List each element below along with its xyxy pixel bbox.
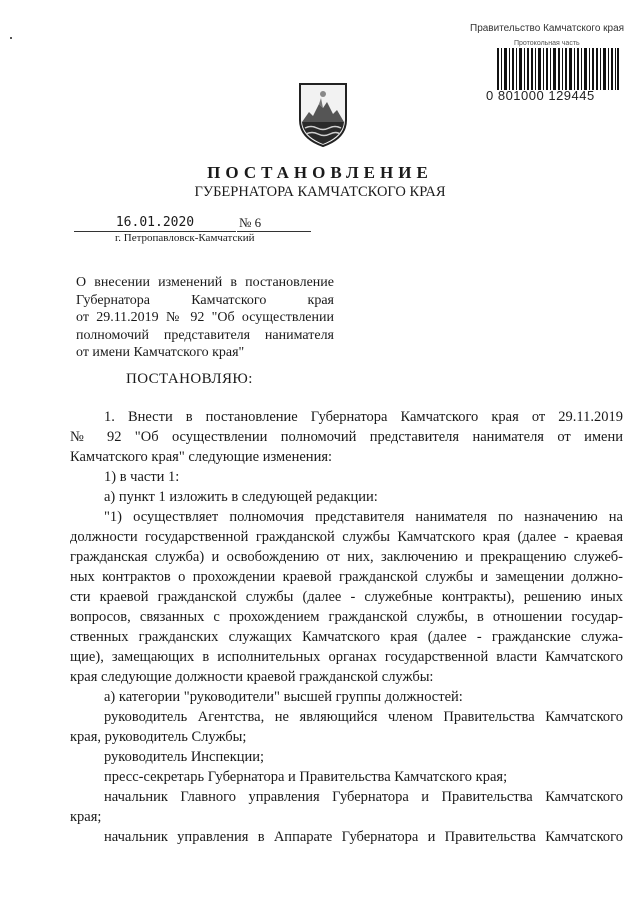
subject-line: полномочий представителя нанимателя <box>76 327 334 343</box>
barcode-icon <box>497 48 619 90</box>
stamp-header: Правительство Камчатского края <box>470 23 625 34</box>
body-line: щие), замещающих в исполнительных органах государственной власти Камчатского <box>70 649 623 665</box>
body-line: а) пункт 1 изложить в следующей редакции: <box>104 489 378 505</box>
body-line: ных контрактов о прохождении краевой гражданской службы и замещении должно- <box>70 569 623 585</box>
body-text <box>70 407 623 847</box>
body-line: руководитель Агентства, не являющийся членом Правительства Камчатского <box>104 709 623 725</box>
body-line: края следующие должности краевой гражданской службы: <box>70 669 434 685</box>
body-line: должности государственной гражданской службы Камчатского края (далее - краевая <box>70 529 623 545</box>
body-line: 1. Внести в постановление Губернатора Камчатского края от 29.11.2019 <box>104 409 623 425</box>
body-line: сти краевой гражданской службы (далее - служебные контракты), решению иных <box>70 589 623 605</box>
decree-word: ПОСТАНОВЛЯЮ: <box>126 371 253 387</box>
subject-line: Губернатора Камчатского края <box>76 292 334 308</box>
document-title: ПОСТАНОВЛЕНИЕ <box>207 163 433 182</box>
coat-of-arms-icon <box>297 82 349 148</box>
subject-line: от имени Камчатского края" <box>76 345 245 360</box>
subject-line: от 29.11.2019 № 92 "Об осуществлении <box>76 310 334 325</box>
document-subtitle: ГУБЕРНАТОРА КАМЧАТСКОГО КРАЯ <box>194 184 446 200</box>
body-line: края; <box>70 809 102 825</box>
body-line: начальник управления в Аппарате Губернатора и Правительства Камчатского <box>104 829 623 845</box>
body-line: края, руководитель Службы; <box>70 729 247 745</box>
body-line: а) категории "руководители" высшей группы должностей: <box>104 689 463 705</box>
body-line: руководитель Инспекции; <box>104 749 265 765</box>
body-line: Камчатского края" следующие изменения: <box>70 449 333 465</box>
body-line: № 92 "Об осуществлении полномочий представителя нанимателя от имени <box>70 429 623 445</box>
body-line: ственных гражданских служащих Камчатского края (далее - гражданские служа- <box>70 629 623 645</box>
document-subject <box>76 274 334 362</box>
body-line: "1) осуществляет полномочия представителя нанимателя по назначению на <box>104 509 623 525</box>
scan-dot <box>10 37 12 39</box>
body-line: начальник Главного управления Губернатора и Правительства Камчатского <box>104 789 623 805</box>
subject-line: О внесении изменений в постановление <box>76 275 334 290</box>
stamp-subheader: Протокольная часть <box>514 40 580 47</box>
body-line: вопросов, связанных с прохождением гражданской службы, в отношении государ- <box>70 609 623 625</box>
stamp-number: 0 801000 129445 <box>486 88 595 103</box>
body-line: пресс-секретарь Губернатора и Правительства Камчатского края; <box>104 769 508 785</box>
document-date: 16.01.2020 <box>74 215 236 232</box>
body-line: 1) в части 1: <box>104 469 180 485</box>
body-line: гражданская служба) и освобождению от них, заключению и прекращению служеб- <box>70 549 623 565</box>
document-city: г. Петропавловск-Камчатский <box>115 232 255 244</box>
document-number: № 6 <box>237 215 311 232</box>
